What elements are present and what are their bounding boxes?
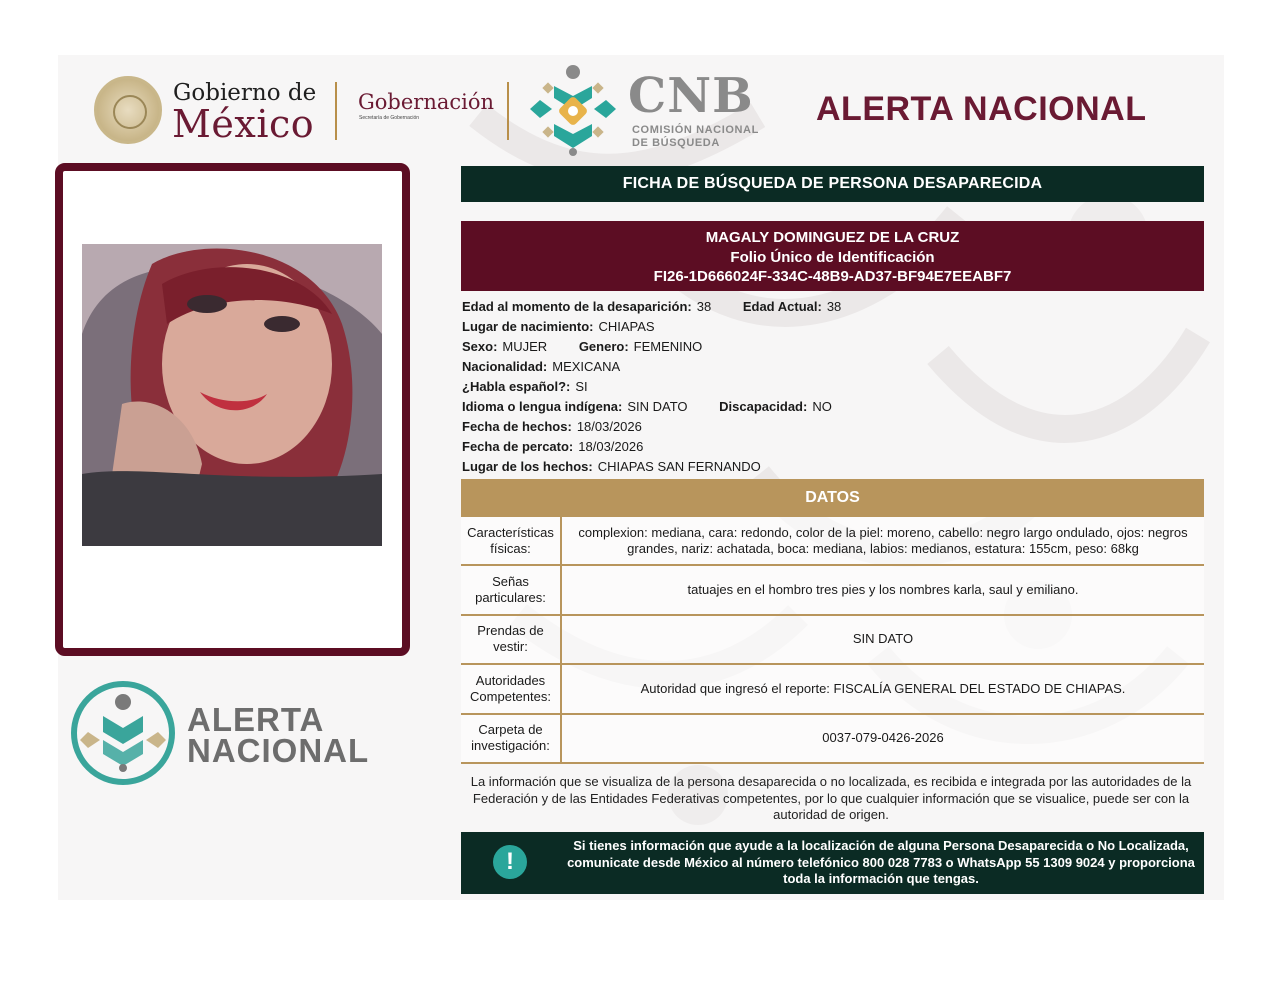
datos-row-label: Prendas de vestir: [461, 616, 562, 663]
datos-row-value: Autoridad que ingresó el reporte: FISCALÍA GENERAL DEL ESTADO DE CHIAPAS. [640, 680, 1126, 696]
lugar-hechos-value: CHIAPAS SAN FERNANDO [597, 459, 761, 474]
alerta-nacional-logo-text [187, 701, 370, 769]
exclamation-icon: ! [493, 845, 527, 879]
mexico-text: México [172, 102, 315, 146]
datos-row-caracteristicas [461, 517, 1204, 566]
contact-text: Si tienes información que ayude a la localización de alguna Persona Desaparecida o No Localizada, comunicate desde México al número telefónico 800 028 7783 o WhatsApp 55 1309 9024 y proporciona toda la información que tengas. [567, 838, 1195, 886]
alerta-nacional-title: ALERTA NACIONAL [816, 90, 1147, 128]
datos-row-value: tatuajes en el hombro tres pies y los nombres karla, saul y emiliano. [687, 582, 1079, 598]
datos-row-label: Carpeta de investigación: [461, 715, 562, 762]
person-name-box [461, 221, 1204, 291]
alerta-logo-line2: NACIONAL [187, 732, 370, 769]
datos-row-autoridades [461, 665, 1204, 714]
cnb-logo-icon [526, 62, 620, 156]
discapacidad-label: Discapacidad: [719, 399, 808, 414]
sexo-label: Sexo: [462, 339, 498, 354]
datos-row-senas [461, 566, 1204, 615]
datos-row-label: Autoridades Competentes: [461, 665, 562, 712]
datos-row-carpeta [461, 715, 1204, 764]
gobernacion-logo-text: Gobernación [358, 90, 495, 114]
habla-espanol-value: SI [575, 379, 588, 394]
photo-frame [55, 163, 410, 656]
genero-label: Genero: [578, 339, 629, 354]
disclaimer-text: La información que se visualiza de la persona desaparecida o no localizada, es recibida e integrada por las autoridades de la Federación y de las Entidades Federativas competentes, por lo que cualquier información que se visualice, puede ser con la autoridad de origen. [470, 774, 1192, 822]
genero-value: FEMENINO [633, 339, 703, 354]
datos-table [461, 517, 1204, 764]
edad-desaparicion-value: 38 [696, 299, 712, 314]
fecha-percato-label: Fecha de percato: [462, 439, 574, 454]
header-divider [335, 82, 337, 140]
lugar-hechos-label: Lugar de los hechos: [462, 459, 593, 474]
gobierno-de-text: Gobierno de [173, 80, 317, 106]
folio-label: Folio Único de Identificación [730, 248, 935, 266]
nacionalidad-label: Nacionalidad: [462, 359, 548, 374]
sexo-value: MUJER [502, 339, 548, 354]
nacionalidad-value: MEXICANA [552, 359, 621, 374]
person-photo [82, 244, 382, 546]
ficha-title-bar: FICHA DE BÚSQUEDA DE PERSONA DESAPARECIDA [461, 166, 1204, 202]
datos-row-label: Señas particulares: [461, 566, 562, 613]
mexico-seal-icon [94, 76, 162, 144]
gobernacion-subtext: Secretaría de Gobernación [359, 115, 420, 121]
idioma-label: Idioma o lengua indígena: [462, 399, 623, 414]
lugar-nacimiento-value: CHIAPAS [598, 319, 655, 334]
datos-row-value: complexion: mediana, cara: redondo, color de la piel: moreno, cabello: negro largo ondulado, ojos: negros grandes, nariz: achatada, boca: mediana, labios: medianos, estatura: 155cm, peso: 68kg [578, 524, 1188, 556]
alerta-logo-line1: ALERTA [187, 701, 325, 738]
folio-number: FI26-1D666024F-334C-48B9-AD37-BF94E7EEABF7 [653, 268, 1012, 285]
datos-row-prendas [461, 616, 1204, 665]
discapacidad-value: NO [812, 399, 832, 414]
person-name: MAGALY DOMINGUEZ DE LA CRUZ [705, 229, 960, 246]
alerta-nacional-logo-icon [70, 680, 176, 786]
header [90, 60, 1170, 160]
datos-row-value: 0037-079-0426-2026 [822, 730, 944, 746]
person-info [462, 297, 1202, 477]
edad-desaparicion-label: Edad al momento de la desaparición: [462, 299, 692, 314]
cnb-logo-text: CNB [628, 68, 754, 124]
datos-title-bar: DATOS [461, 479, 1204, 517]
lugar-nacimiento-label: Lugar de nacimiento: [462, 319, 594, 334]
fecha-hechos-label: Fecha de hechos: [462, 419, 572, 434]
fecha-percato-value: 18/03/2026 [578, 439, 644, 454]
edad-actual-value: 38 [826, 299, 842, 314]
idioma-value: SIN DATO [627, 399, 688, 414]
cnb-subtitle-line1: COMISIÓN NACIONAL [632, 124, 759, 136]
fecha-hechos-value: 18/03/2026 [576, 419, 642, 434]
cnb-subtitle-line2: DE BÚSQUEDA [632, 137, 720, 149]
contact-bar [461, 832, 1204, 894]
cnb-subtitle [632, 124, 782, 150]
habla-espanol-label: ¿Habla español?: [462, 379, 571, 394]
datos-row-label: Características físicas: [461, 517, 562, 564]
header-divider [507, 82, 509, 140]
datos-row-value: SIN DATO [852, 631, 914, 647]
edad-actual-label: Edad Actual: [742, 299, 822, 314]
